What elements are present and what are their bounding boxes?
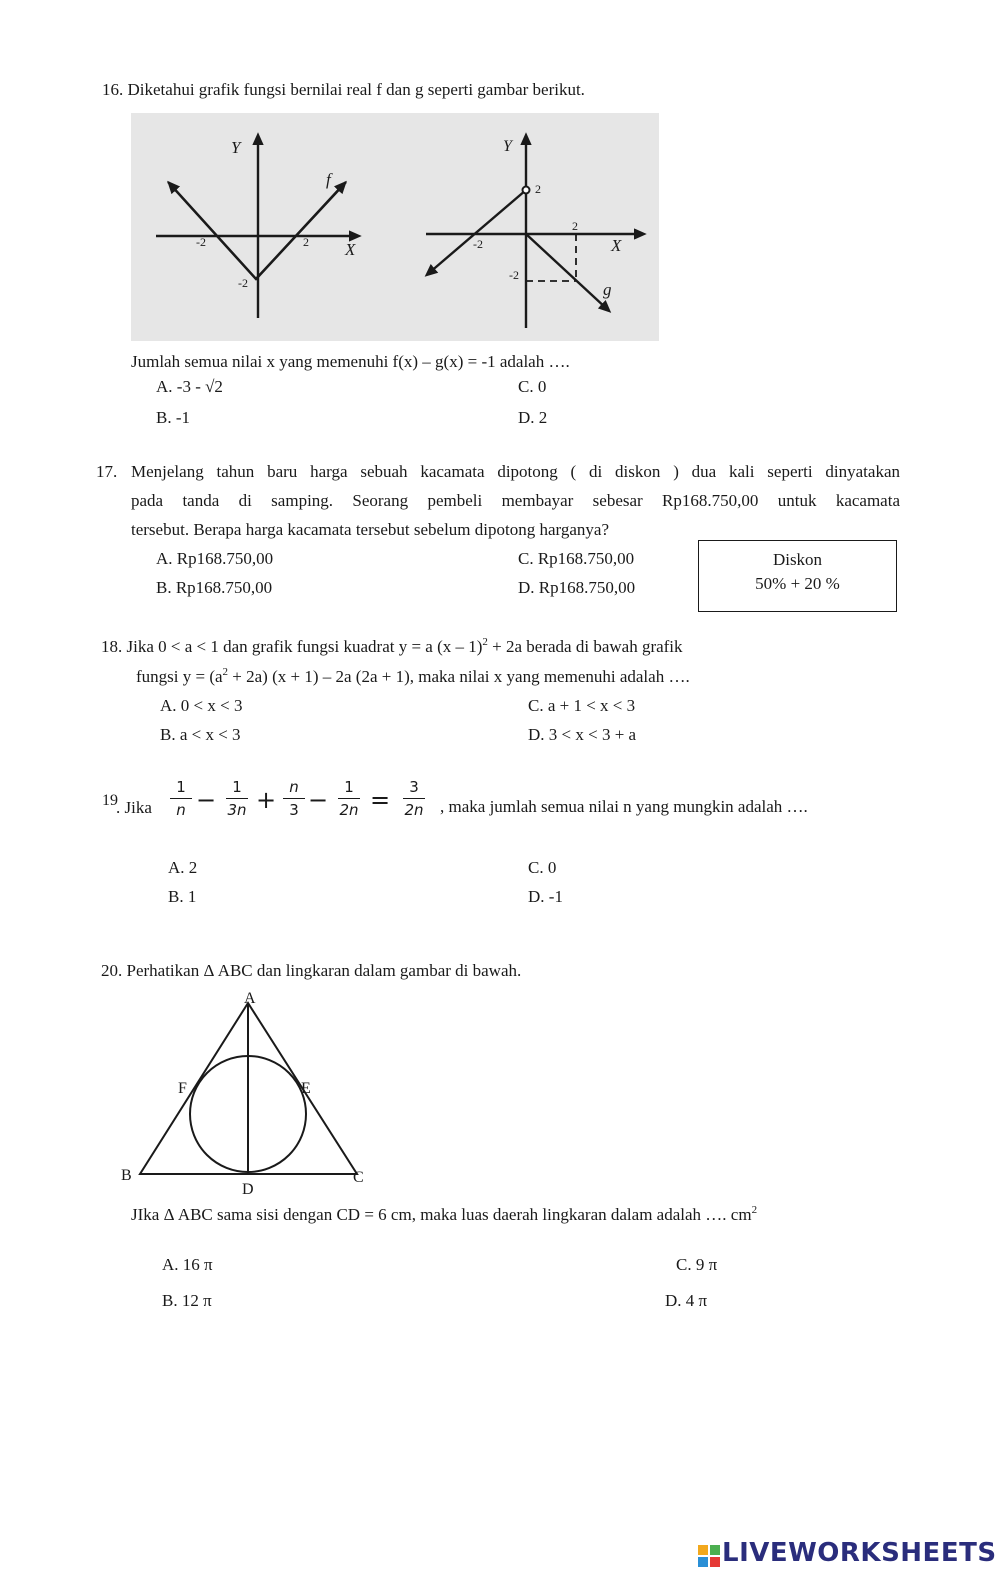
q20-option-d: D. 4 π	[665, 1291, 708, 1310]
q20-question-exponent: 2	[751, 1204, 758, 1216]
graph-g-x-label: X	[611, 236, 622, 255]
q16-option-a: A. -3 - √2	[156, 377, 223, 396]
graph-g-tick-2-y: 2	[535, 182, 541, 196]
point-e-label: E	[301, 1080, 311, 1097]
vertex-a-label: A	[244, 990, 256, 1007]
graph-g-tick-neg2-y: -2	[509, 268, 519, 282]
q19-fraction-5-denominator: 2n	[404, 801, 424, 819]
q19-fraction-2-numerator: 1	[232, 778, 242, 796]
q20-question	[131, 1204, 757, 1225]
q20-option-c: C. 9 π	[676, 1255, 718, 1274]
point-f-label: F	[178, 1080, 187, 1097]
discount-box	[698, 540, 897, 612]
liveworksheets-logo-text[interactable]: LIVEWORKSHEETS	[722, 1538, 997, 1568]
q18-line-1-part-b: + 2a berada di bawah grafik	[487, 637, 683, 656]
graph-g-func-label: g	[603, 280, 612, 299]
q16-stem: 16. Diketahui grafik fungsi bernilai real f dan g seperti gambar berikut.	[102, 80, 585, 99]
q19-jika: . Jika	[116, 798, 152, 817]
q19-fraction-3	[279, 777, 309, 820]
q19-fraction-1-numerator: 1	[176, 778, 186, 796]
q16-option-c: C. 0	[518, 377, 547, 396]
q17-option-a: A. Rp168.750,00	[156, 549, 274, 568]
q19-fraction-1	[166, 777, 196, 820]
q19-fraction-3-denominator: 3	[289, 801, 299, 819]
q19-fraction-4-numerator: 1	[344, 778, 354, 796]
q18-option-b: B. a < x < 3	[160, 725, 241, 744]
vertex-c-label: C	[353, 1169, 364, 1186]
q18-line-2-part-a: fungsi y = (a	[136, 667, 223, 686]
q16-question: Jumlah semua nilai x yang memenuhi f(x) – g(x) = -1 adalah ….	[131, 352, 570, 371]
graph-f-tick-neg2-x: -2	[196, 235, 206, 249]
q20-triangle-figure	[110, 985, 380, 1200]
q19-fraction-5-numerator: 3	[409, 778, 419, 796]
q16-option-b: B. -1	[156, 408, 190, 427]
q19-fraction-4	[334, 777, 364, 820]
q16-option-d: D. 2	[518, 408, 548, 427]
liveworksheets-logo-icon[interactable]	[698, 1545, 720, 1567]
q19-fraction-5	[399, 777, 429, 820]
point-d-label: D	[242, 1181, 254, 1198]
q20-option-a: A. 16 π	[162, 1255, 213, 1274]
q19-option-c: C. 0	[528, 858, 557, 877]
q18-line-2	[136, 666, 690, 687]
q17-line-2: pada tanda di samping. Seorang pembeli membayar sebesar Rp168.750,00 untuk kacamata	[131, 491, 900, 510]
graph-f-y-label: Y	[231, 138, 241, 157]
q18-line-2-exponent: 2	[222, 666, 229, 678]
q19-option-b: B. 1	[168, 887, 197, 906]
q19-fraction-1-denominator: n	[176, 801, 186, 819]
q18-line-2-part-b: + 2a) (x + 1) – 2a (2a + 1), maka nilai x yang memenuhi adalah ….	[228, 667, 690, 686]
q19-option-d: D. -1	[528, 887, 563, 906]
graph-g-open-point	[523, 187, 530, 194]
q19-operator-plus: +	[256, 786, 277, 814]
q17-number: 17.	[96, 462, 118, 481]
q17-line-1: Menjelang tahun baru harga sebuah kacamata dipotong ( di diskon ) dua kali seperti dinyatakan	[131, 462, 900, 481]
q19-operator-minus-2: −	[308, 786, 329, 814]
q16-graphs	[131, 113, 659, 341]
q18-option-c: C. a + 1 < x < 3	[528, 696, 636, 715]
q17-option-d: D. Rp168.750,00	[518, 578, 636, 597]
discount-value: 50% + 20 %	[755, 574, 840, 593]
q19-fraction-2	[222, 777, 252, 820]
q18-option-d: D. 3 < x < 3 + a	[528, 725, 637, 744]
discount-title: Diskon	[772, 550, 823, 569]
graph-f-func-label: f	[326, 170, 331, 189]
q18-line-1	[101, 636, 683, 657]
q19-operator-minus-1: −	[196, 786, 217, 814]
vertex-b-label: B	[121, 1167, 132, 1184]
q19-operator-equals: =	[370, 786, 391, 814]
q17-option-c: C. Rp168.750,00	[518, 549, 635, 568]
q19-option-a: A. 2	[168, 858, 198, 877]
q17-line-3: tersebut. Berapa harga kacamata tersebut sebelum dipotong harganya?	[131, 520, 610, 539]
q18-option-a: A. 0 < x < 3	[160, 696, 243, 715]
q17-option-b: B. Rp168.750,00	[156, 578, 273, 597]
q19-fraction-3-numerator: n	[289, 778, 299, 796]
q19-fraction-4-denominator: 2n	[339, 801, 359, 819]
graph-g-tick-neg2-x: -2	[473, 237, 483, 251]
q18-line-1-exponent: 2	[482, 636, 488, 648]
graph-f-tick-neg2-y: -2	[238, 276, 248, 290]
q19-fraction-2-denominator: 3n	[227, 801, 247, 819]
q19-number: 19	[102, 792, 118, 809]
q19-tail: , maka jumlah semua nilai n yang mungkin adalah ….	[440, 797, 808, 816]
graph-f-tick-2-x: 2	[303, 235, 309, 249]
graph-g-y-label: Y	[503, 138, 512, 155]
q20-option-b: B. 12 π	[162, 1291, 212, 1310]
graph-g-tick-2-top: 2	[572, 219, 578, 233]
q20-stem: 20. Perhatikan Δ ABC dan lingkaran dalam gambar di bawah.	[101, 961, 522, 980]
graph-f-x-label: X	[345, 240, 356, 259]
q20-question-text: JIka Δ ABC sama sisi dengan CD = 6 cm, maka luas daerah lingkaran dalam adalah …. cm	[131, 1205, 752, 1224]
q18-line-1-part-a: 18. Jika 0 < a < 1 dan grafik fungsi kuadrat y = a (x – 1)	[101, 637, 483, 656]
